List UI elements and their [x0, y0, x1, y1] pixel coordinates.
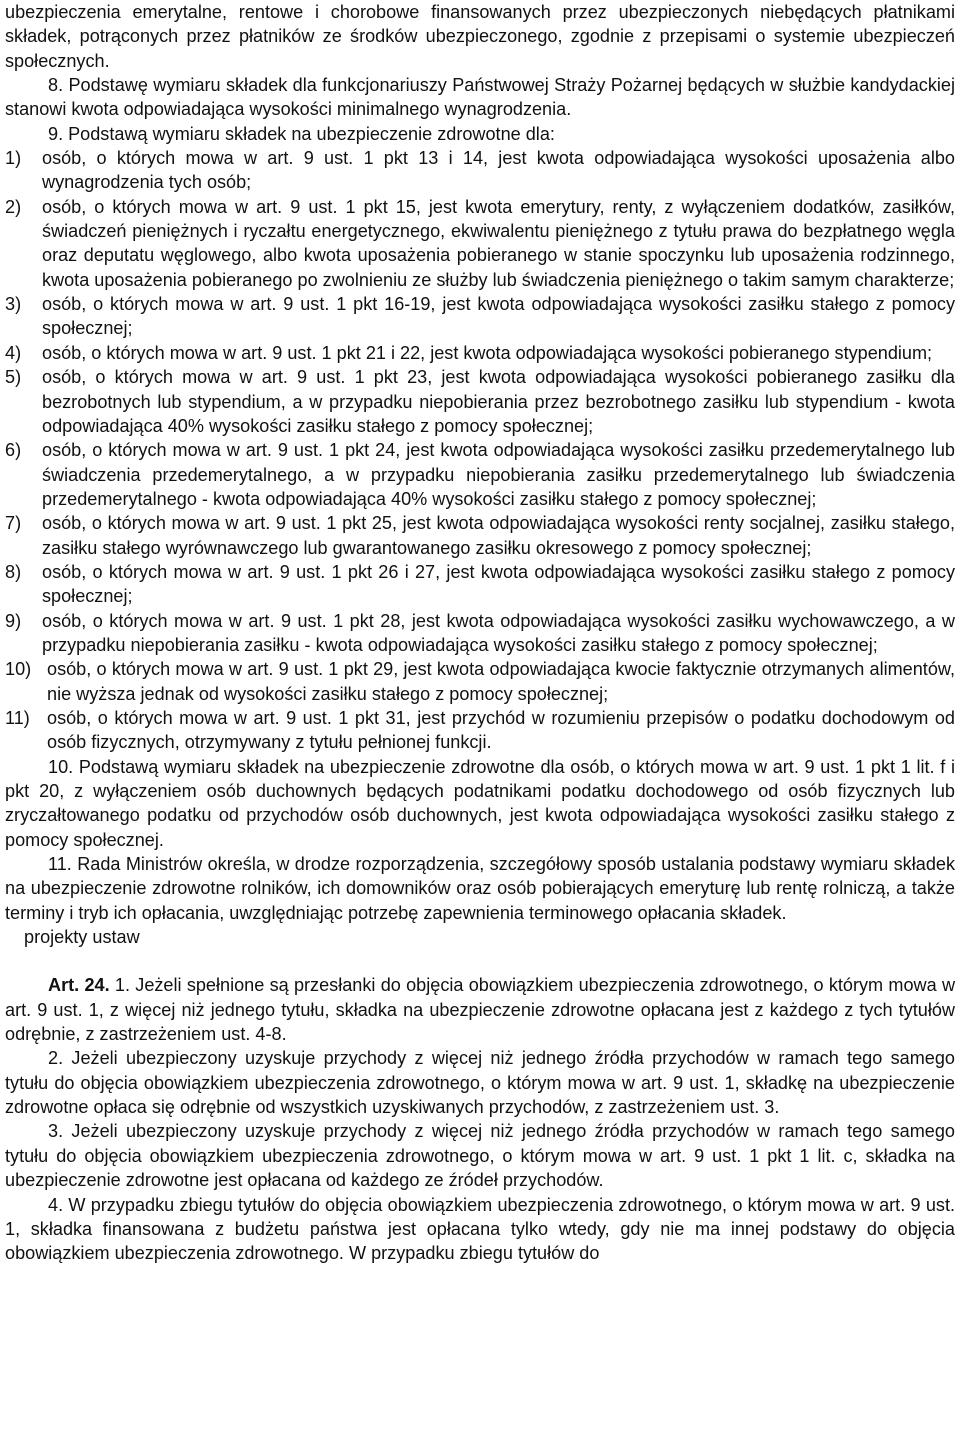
item-number: 11) — [5, 707, 30, 728]
item-text: osób, o których mowa w art. 9 ust. 1 pkt 24, jest kwota odpowiadająca wysokości zasiłku przedemerytalnego lub świadczenia przedemerytalnego, a w przypadku niepobierania zasiłku przedemerytalnego lub świadczenia przedemerytalnego - kwota odpowiadająca 40% wysokości zasiłku stałego z pomocy społecznej; — [42, 440, 955, 509]
list-item — [5, 609, 955, 658]
list-item — [5, 146, 955, 195]
item-text: osób, o których mowa w art. 9 ust. 1 pkt 21 i 22, jest kwota odpowiadająca wysokości pobieranego stypendium; — [42, 342, 933, 363]
item-number: 6) — [5, 440, 22, 461]
list-item — [5, 438, 955, 511]
article-24-paragraph-2: 2. Jeżeli ubezpieczony uzyskuje przychody z więcej niż jednego źródła przychodów w ramach tego samego tytułu do objęcia obowiązkiem ubezpieczenia zdrowotnego, o którym mowa w art. 9 ust. 1, składkę na ubezpieczenie zdrowotne opłaca się odrębnie od wszystkich uzyskiwanych przychodów, z zastrzeżeniem ust. 3. — [5, 1048, 955, 1118]
item-text: osób, o których mowa w art. 9 ust. 1 pkt 23, jest kwota odpowiadająca wysokości pobieranego zasiłku dla bezrobotnych lub stypendium, a w przypadku niepobierania przez bezrobotnego zasiłku lub stypendium - kwota odpowiadająca 40% wysokości zasiłku stałego z pomocy społecznej; — [42, 367, 955, 436]
list-item — [5, 657, 955, 706]
list-item — [5, 292, 955, 341]
item-number: 7) — [5, 513, 22, 534]
item-text: osób, o których mowa w art. 9 ust. 1 pkt 13 i 14, jest kwota odpowiadająca wysokości uposażenia albo wynagrodzenia tych osób; — [42, 148, 955, 193]
item-number: 5) — [5, 367, 22, 388]
item-number: 2) — [5, 196, 22, 217]
item-text: osób, o których mowa w art. 9 ust. 1 pkt 31, jest przychód w rozumieniu przepisów o podatku dochodowym od osób fizycznych, otrzymywany z tytułu pełnionej funkcji. — [47, 707, 955, 753]
item-number: 3) — [5, 294, 22, 315]
item-number: 8) — [5, 561, 22, 582]
list-item — [5, 560, 955, 609]
item-number: 10) — [5, 659, 32, 680]
item-text: osób, o których mowa w art. 9 ust. 1 pkt 15, jest kwota emerytury, renty, z wyłączeniem dodatków, zasiłków, świadczeń pieniężnych i ryczałtu energetycznego, ekwiwalentu pieniężnego z tytułu prawa do bezpłatnego węgla oraz deputatu węglowego, albo kwota uposażenia pobieranego w stanie spoczynku lub uposażenia rodzinnego, kwota uposażenia pobieranego po zwolnieniu ze służby lub świadczenia pieniężnego o takim samym charakterze; — [42, 196, 955, 290]
item-number: 1) — [5, 148, 22, 169]
item-list — [5, 146, 955, 755]
article-24-paragraph-4: 4. W przypadku zbiegu tytułów do objęcia obowiązkiem ubezpieczenia zdrowotnego, o którym mowa w art. 9 ust. 1, składka finansowana z budżetu państwa jest opłacana tylko wtedy, gdy nie ma innej podstawy do objęcia obowiązkiem ubezpieczenia zdrowotnego. W przypadku zbiegu tytułów do — [5, 1194, 955, 1264]
article-24-paragraph-1 — [5, 973, 955, 1046]
article-heading: Art. 24. — [48, 975, 110, 996]
list-item — [5, 195, 955, 292]
paragraph-8: 8. Podstawę wymiaru składek dla funkcjonariuszy Państwowej Straży Pożarnej będących w służbie kandydackiej stanowi kwota odpowiadająca wysokości minimalnego wynagrodzenia. — [5, 75, 955, 120]
paragraph-11: 11. Rada Ministrów określa, w drodze rozporządzenia, szczegółowy sposób ustalania podstawy wymiaru składek na ubezpieczenie zdrowotne rolników, ich domowników oraz osób pobierających emeryturę lub rentę rolniczą, a także terminy i tryb ich opłacania, uwzględniając potrzebę zapewnienia terminowego opłacania składek. — [5, 854, 955, 923]
article-24-text-1: 1. Jeżeli spełnione są przesłanki do objęcia obowiązkiem ubezpieczenia zdrowotnego, o którym mowa w art. 9 ust. 1, z więcej niż jednego tytułu, składka na ubezpieczenie zdrowotne opłacana jest z każdego z tych tytułów odrębnie, z zastrzeżeniem ust. 4-8. — [5, 975, 956, 1045]
draft-label: projekty ustaw — [24, 927, 140, 948]
intro-paragraph: ubezpieczenia emerytalne, rentowe i chorobowe finansowanych przez ubezpieczonych niebędących płatnikami składek, potrąconych przez płatników ze środków ubezpieczonego, zgodnie z przepisami o systemie ubezpieczeń społecznych. — [5, 2, 955, 71]
item-number: 9) — [5, 610, 22, 631]
article-24-paragraph-3: 3. Jeżeli ubezpieczony uzyskuje przychody z więcej niż jednego źródła przychodów w ramach tego samego tytułu do objęcia obowiązkiem ubezpieczenia zdrowotnego, o którym mowa w art. 9 ust. 1 pkt 1 lit. c, składka na ubezpieczenie zdrowotne jest opłacana od każdego ze źródeł przychodów. — [5, 1121, 955, 1191]
paragraph-10: 10. Podstawą wymiaru składek na ubezpieczenie zdrowotne dla osób, o których mowa w art. 9 ust. 1 pkt 1 lit. f i pkt 20, z wyłączeniem osób duchownych będących podatnikami podatku dochodowego od osób fizycznych lub zryczałtowanego podatku od przychodów osób duchownych, jest kwota odpowiadająca wysokości zasiłku stałego z pomocy społecznej. — [5, 756, 955, 850]
paragraph-9: 9. Podstawą wymiaru składek na ubezpieczenie zdrowotne dla: — [48, 123, 555, 144]
list-item — [5, 341, 955, 365]
list-item — [5, 365, 955, 438]
item-number: 4) — [5, 342, 22, 363]
list-item — [5, 706, 955, 755]
item-text: osób, o których mowa w art. 9 ust. 1 pkt 16-19, jest kwota odpowiadająca wysokości zasiłku stałego z pomocy społecznej; — [42, 294, 955, 339]
item-text: osób, o których mowa w art. 9 ust. 1 pkt 26 i 27, jest kwota odpowiadająca wysokości zasiłku stałego z pomocy społecznej; — [42, 561, 955, 607]
item-text: osób, o których mowa w art. 9 ust. 1 pkt 25, jest kwota odpowiadająca wysokości renty socjalnej, zasiłku stałego, zasiłku stałego wyrównawczego lub gwarantowanego zasiłku okresowego z pomocy społecznej; — [42, 513, 955, 558]
list-item — [5, 511, 955, 560]
item-text: osób, o których mowa w art. 9 ust. 1 pkt 29, jest kwota odpowiadająca kwocie faktycznie otrzymanych alimentów, nie wyższa jednak od wysokości zasiłku stałego z pomocy społecznej; — [47, 659, 955, 704]
item-text: osób, o których mowa w art. 9 ust. 1 pkt 28, jest kwota odpowiadająca wysokości zasiłku wychowawczego, a w przypadku niepobierania zasiłku - kwota odpowiadająca wysokości zasiłku stałego z pomocy społecznej; — [42, 610, 955, 655]
